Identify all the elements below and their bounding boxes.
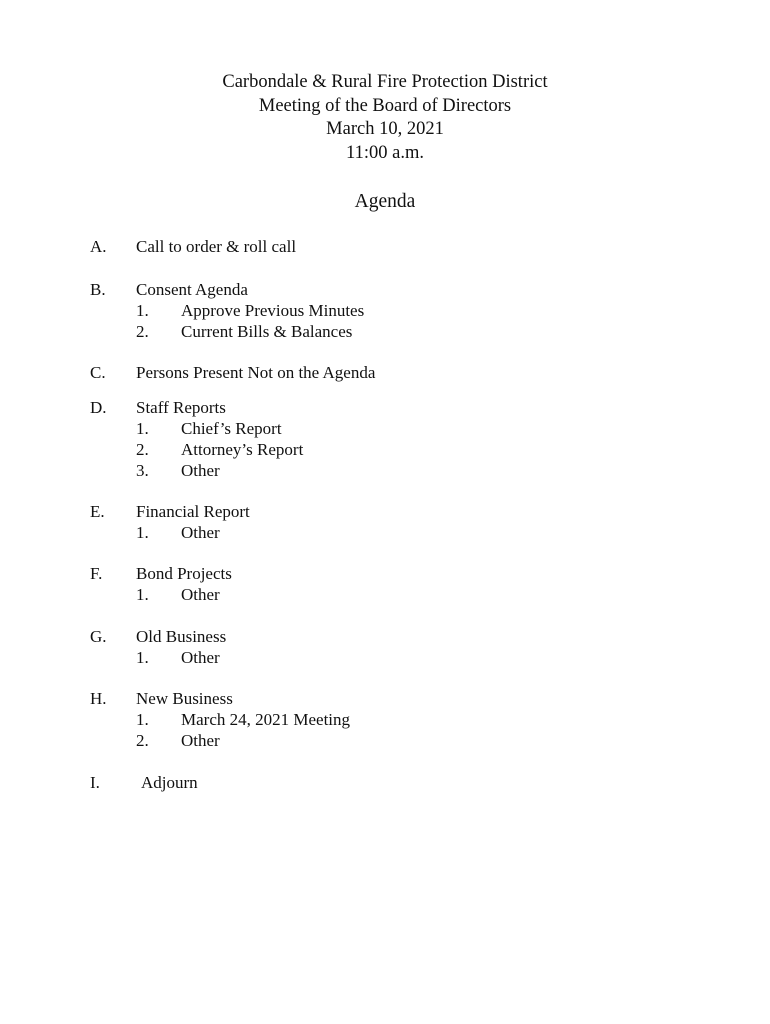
agenda-subitem [0,321,770,342]
agenda-section-d [0,397,770,481]
subitem-text: Other [181,523,220,542]
agenda-subitem [0,522,770,543]
agenda-subitem [0,418,770,439]
section-letter: D. [90,398,107,417]
subitem-number: 2. [136,440,149,459]
section-title: Old Business [136,627,227,646]
agenda-section-i [0,772,770,793]
subitem-number: 3. [136,461,149,480]
section-letter: I. [90,773,100,792]
subitem-text: Approve Previous Minutes [181,301,365,320]
subitem-number: 1. [136,585,149,604]
section-title: Call to order & roll call [136,237,297,256]
section-letter: G. [90,627,107,646]
subitem-number: 1. [136,301,149,320]
agenda-section-c [0,362,770,383]
agenda-section-f [0,563,770,605]
agenda-heading: Agenda [354,191,416,212]
subitem-text: Other [181,585,220,604]
subitem-text: Other [181,731,220,750]
section-title: Adjourn [141,773,198,792]
agenda-subitem [0,730,770,751]
agenda-subitem [0,439,770,460]
section-title: Staff Reports [136,398,226,417]
section-title: New Business [136,689,233,708]
section-letter: E. [90,502,105,521]
meeting-time: 11:00 a.m. [346,142,424,163]
subitem-text: Attorney’s Report [181,440,304,459]
agenda-section-e [0,501,770,543]
agenda-subitem [0,584,770,605]
agenda-section-b [0,279,770,342]
subitem-text: Other [181,461,220,480]
section-letter: H. [90,689,107,708]
subitem-text: March 24, 2021 Meeting [181,710,351,729]
section-letter: F. [90,564,103,583]
meeting-date: March 10, 2021 [326,119,444,139]
subitem-number: 1. [136,710,149,729]
subitem-number: 1. [136,419,149,438]
section-letter: B. [90,280,106,299]
subitem-number: 2. [136,322,149,341]
section-title: Bond Projects [136,564,232,583]
meeting-title: Meeting of the Board of Directors [258,95,512,116]
document-header [0,71,770,165]
section-title: Financial Report [136,502,250,521]
subitem-number: 1. [136,523,149,542]
subitem-text: Other [181,648,220,667]
section-title: Persons Present Not on the Agenda [136,363,376,382]
agenda-section-h [0,688,770,751]
agenda-section-a [0,236,770,257]
subitem-text: Current Bills & Balances [181,322,353,341]
section-letter: A. [90,237,107,256]
subitem-text: Chief’s Report [181,419,282,438]
agenda-subitem [0,647,770,668]
agenda-subitem [0,460,770,481]
agenda-subitem [0,300,770,321]
agenda-section-g [0,626,770,668]
agenda-subitem [0,709,770,730]
organization-name: Carbondale & Rural Fire Protection District [222,72,548,92]
subitem-number: 2. [136,731,149,750]
section-letter: C. [90,363,106,382]
section-title: Consent Agenda [136,280,248,299]
subitem-number: 1. [136,648,149,667]
